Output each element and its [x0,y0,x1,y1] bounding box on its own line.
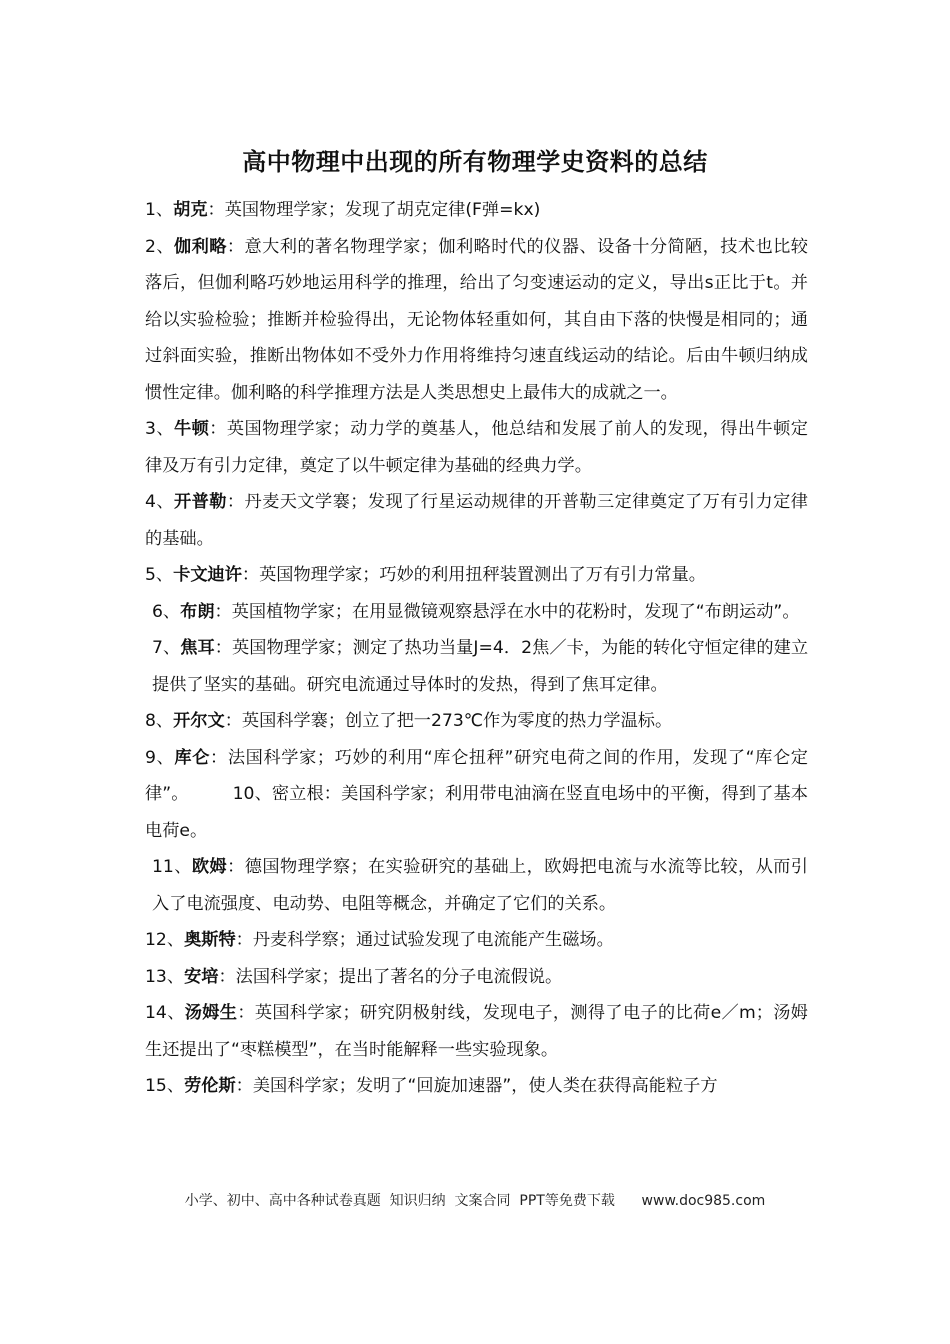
entry-name: 开普勒 [174,492,227,512]
entry-number: 15、 [145,1076,185,1096]
entry-6 [145,594,808,631]
entry-text: ：英国物理学家；巧妙的利用扭秤装置测出了万有引力常量。 [241,565,706,585]
entry-name: 奥斯特 [184,930,236,950]
document-body [145,192,808,1105]
entry-name: 焦耳 [180,638,215,658]
entry-13 [145,959,808,996]
entry-text: ：英国物理学家；动力学的奠基人，他总结和发展了前人的发现，得出牛顿定律及万有引力定律，奠定了以牛顿定律为基础的经典力学。 [145,419,808,476]
entry-name: 卡文迪许 [173,565,242,585]
entry-number: 6、 [152,601,181,622]
entry-text: ：德国物理学察；在实验研究的基础上，欧姆把电流与水流等比较，从而引入了电流强度、电动势、电阻等概念，并确定了它们的关系。 [152,857,808,914]
entry-name: 布朗 [180,601,215,622]
entry-15 [145,1068,808,1105]
entry-text: ：英国物理学家；发现了胡克定律(F弹=kx) [207,200,541,220]
entry-number: 10、 [232,784,272,804]
entry-text: ：英国植物学家；在用显微镜观察悬浮在水中的花粉时，发现了“布朗运动”。 [214,601,800,622]
entry-name: 汤姆生 [184,1003,238,1023]
entry-name: 胡克 [173,200,208,220]
entry-text: ：意大利的著名物理学家；伽利略时代的仪器、设备十分简陋，技术也比较落后，但伽利略巧妙地运用科学的推理，给出了匀变速运动的定义，导出s正比于t。并给以实验检验；推断并检验得出，无论物体轻重如何，其自由下落的快慢是相同的；通过斜面实验，推断出物体如不受外力作用将维持匀速直线运动的结论。后由牛顿归纳成惯性定律。伽利略的科学推理方法是人类思想史上最伟大的成就之一。 [145,236,808,403]
document-title: 高中物理中出现的所有物理学史资料的总结 [242,148,708,176]
entry-3 [145,411,808,484]
entry-name: 欧姆 [191,857,228,877]
entry-2 [145,229,808,412]
entry-number: 2、 [145,236,174,257]
entry-name: 伽利略 [174,236,227,257]
entry-number: 14、 [145,1003,185,1023]
entry-8 [145,703,808,740]
entry-11 [145,849,808,922]
entry-number: 12、 [145,930,185,950]
page-footer [0,1190,950,1210]
entry-4 [145,484,808,557]
footer-text: 小学、初中、高中各种试卷真题 知识归纳 文案合同 PPT等免费下载 [184,1193,615,1209]
entry-12 [145,922,808,959]
entry-name: 密立根 [271,784,324,804]
entry-9-10 [145,740,808,850]
entry-text: ：美国科学家；发明了“回旋加速器”，使人类在获得高能粒子方 [235,1076,718,1096]
entry-text: ：法国科学家；提出了著名的分子电流假说。 [218,966,563,987]
entry-5 [145,557,808,594]
entry-text: ：英国科学家；研究阴极射线，发现电子，测得了电子的比荷e／m；汤姆生还提出了“枣糕模型”，在当时能解释一些实验现象。 [145,1003,808,1060]
entry-number: 4、 [145,492,174,512]
entry-name: 安培 [184,966,219,987]
entry-number: 8、 [145,711,174,731]
entry-name: 劳伦斯 [184,1076,236,1096]
entry-number: 7、 [152,638,181,658]
entry-name: 库仑 [174,747,211,768]
entry-text: ：美国科学家；利用带电油滴在竖直电场中的平衡，得到了基本电荷e。 [145,784,808,841]
entry-number: 3、 [145,419,174,439]
entry-name: 牛顿 [174,419,210,439]
entry-number: 13、 [145,966,185,987]
entry-number: 5、 [145,565,174,585]
entry-number: 9、 [145,747,175,768]
entry-14 [145,995,808,1068]
entry-name: 开尔文 [173,711,225,731]
entry-text: ：丹麦科学察；通过试验发现了电流能产生磁场。 [235,930,614,950]
entry-text: ：英国科学褰；创立了把一273℃作为零度的热力学温标。 [224,711,673,731]
footer-url[interactable]: www.doc985.com [641,1193,766,1209]
entry-text: ：法国科学家；巧妙的利用“库仑扭秤”研究电荷之间的作用，发现了“库仑定律”。 [145,747,808,804]
entry-1 [145,192,808,229]
entry-number: 11、 [152,857,192,877]
entry-text: ：丹麦天文学褰；发现了行星运动规律的开普勒三定律奠定了万有引力定律的基础。 [145,492,808,549]
entry-number: 1、 [145,200,174,220]
entry-7 [145,630,808,703]
entry-text: ：英国物理学家；测定了热功当量J=4．2焦／卡，为能的转化守恒定律的建立提供了坚实的基础。研究电流通过导体时的发热，得到了焦耳定律。 [152,638,809,695]
